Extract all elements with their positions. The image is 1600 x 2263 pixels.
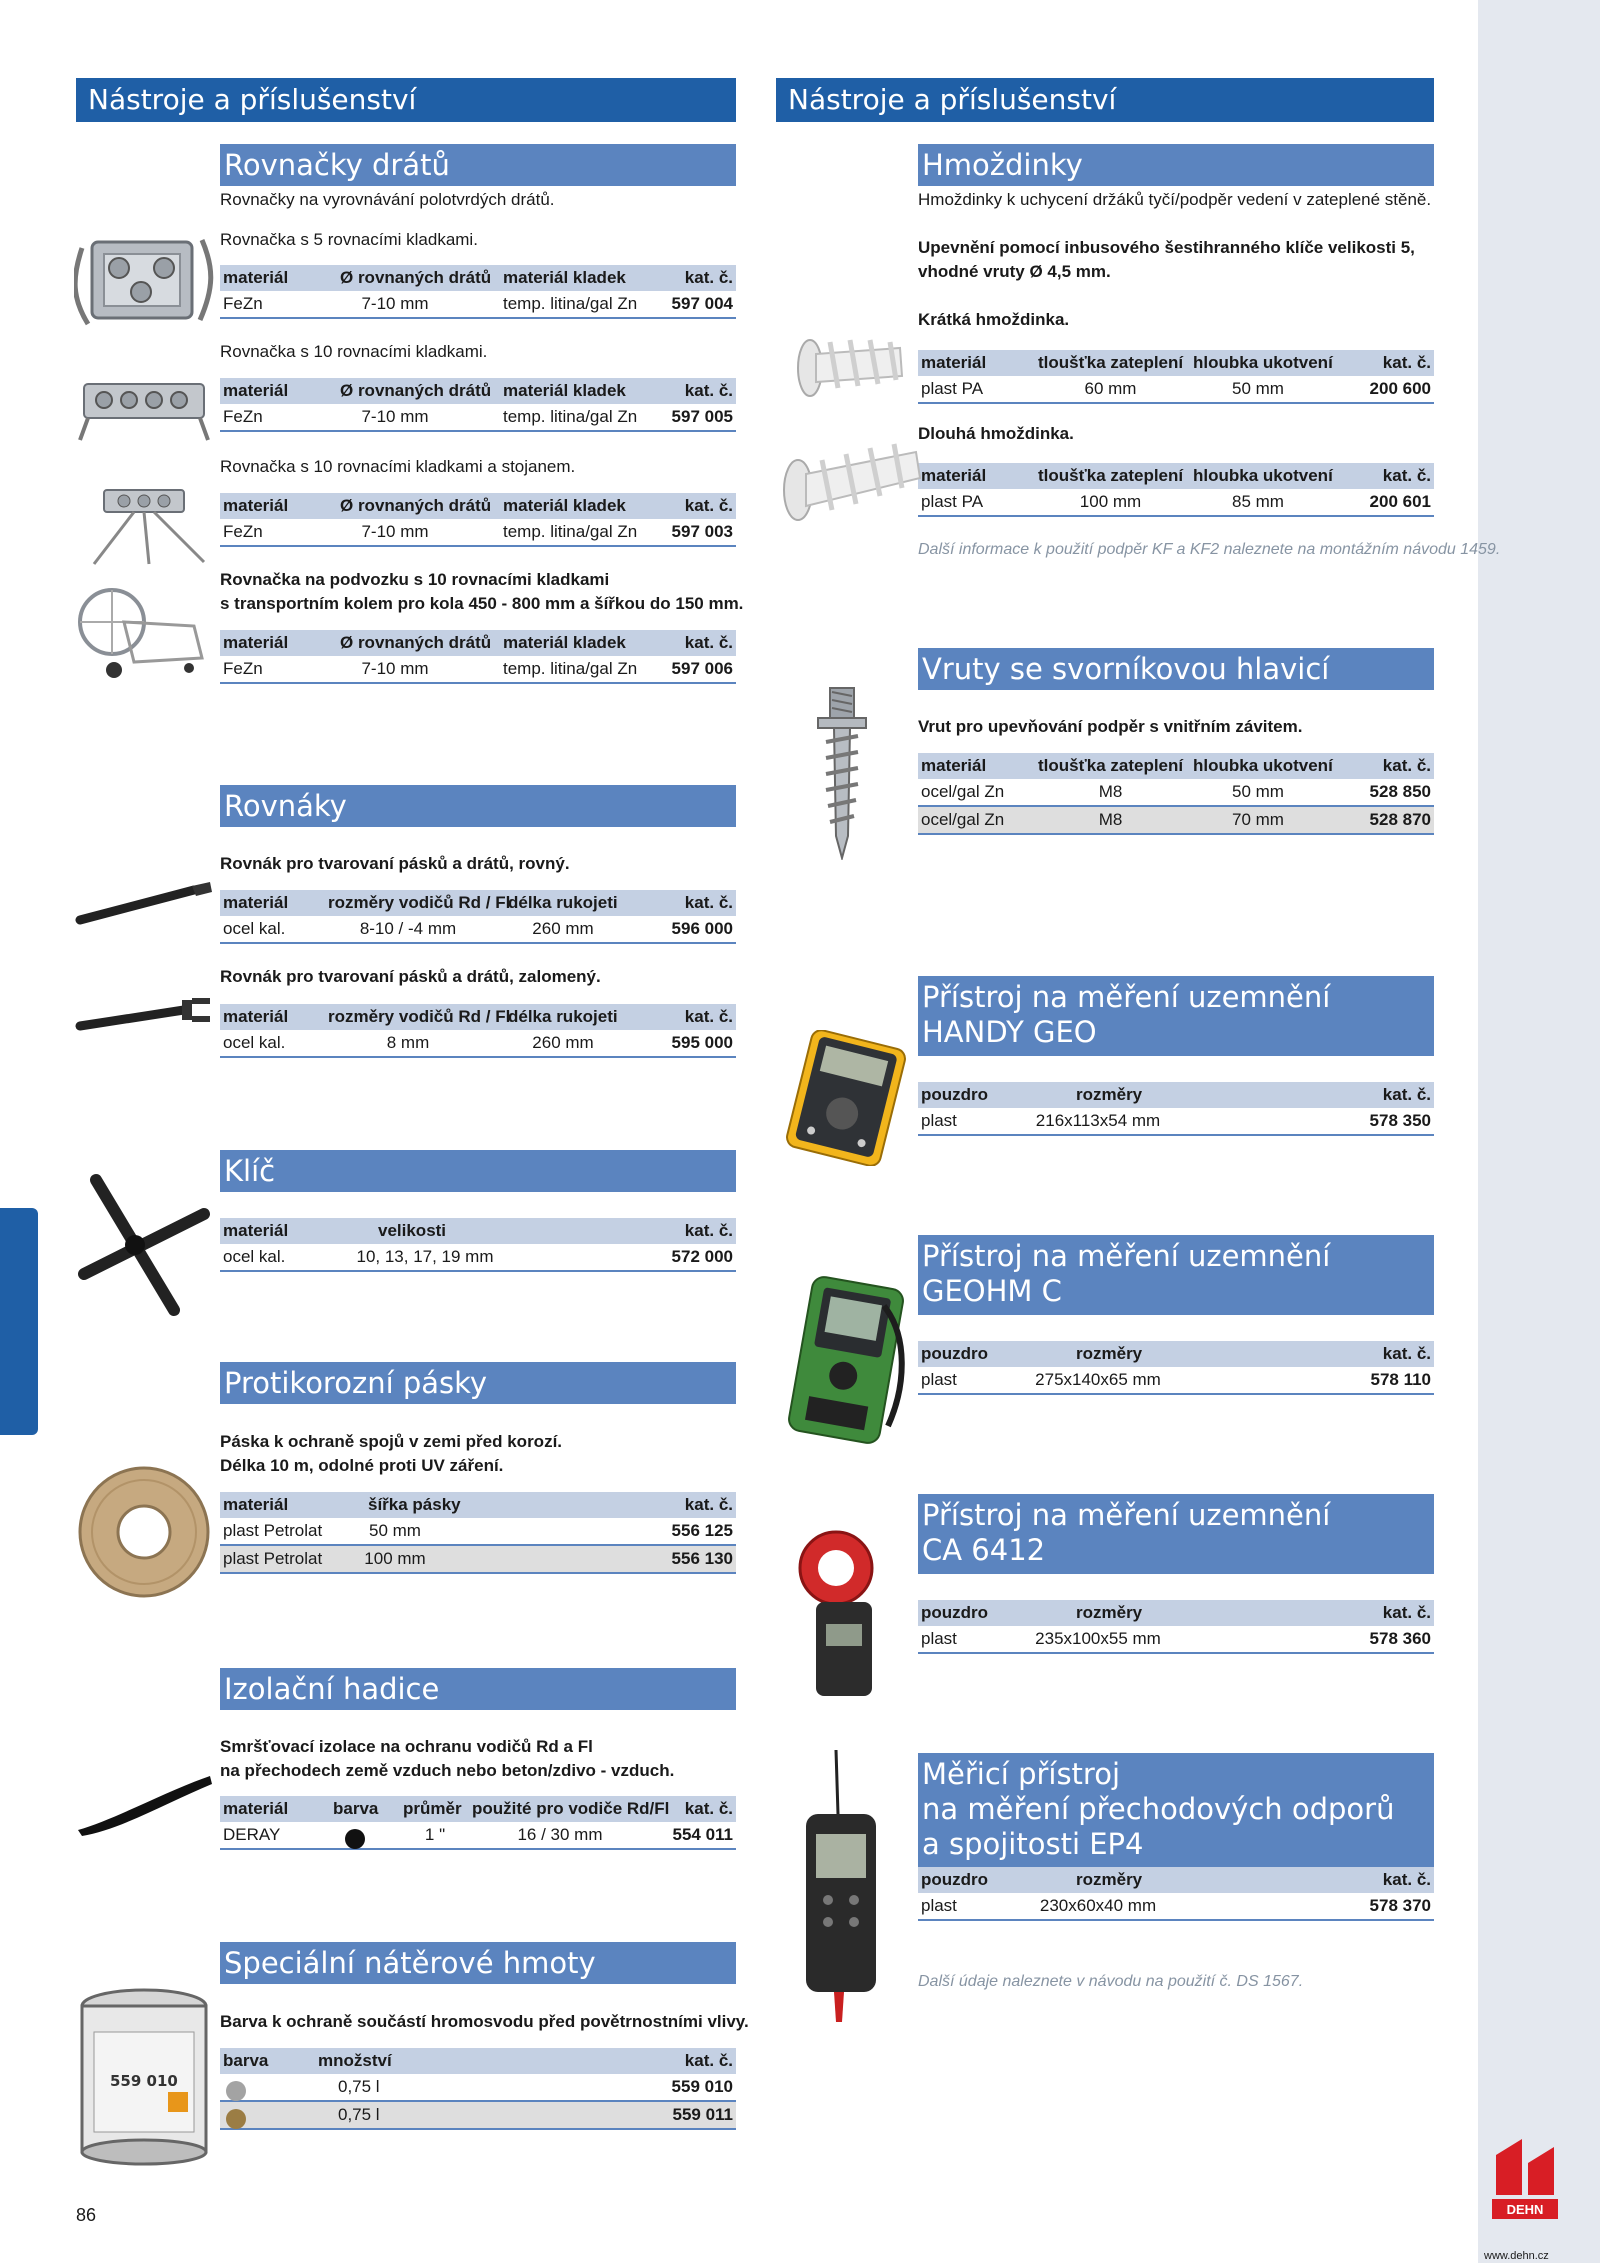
can-label: 559 010: [110, 2072, 178, 2090]
cell: M8: [1098, 810, 1123, 829]
col-header: kat. č.: [1382, 756, 1431, 775]
cell: 7-10 mm: [361, 294, 429, 313]
cat-number: 578 350: [1369, 1111, 1431, 1130]
section-title: Speciální nátěrové hmoty: [220, 1942, 736, 1984]
table-header: [220, 890, 736, 916]
item-desc: Barva k ochraně součástí hromosvodu před povětrnostními vlivy.: [220, 2012, 749, 2031]
cat-number: 528 850: [1369, 782, 1431, 801]
cat-number: 597 003: [671, 522, 733, 541]
table-row: [220, 656, 736, 684]
table-header: [918, 753, 1434, 779]
logo-text: DEHN: [1506, 2202, 1544, 2217]
title-line: Přístroj na měření uzemnění: [922, 980, 1331, 1014]
col-header: Ø rovnaných drátů: [340, 496, 492, 515]
table-pasky: [220, 1492, 736, 1574]
handy-geo-meter-image: [776, 1030, 916, 1166]
title-line: a spojitosti EP4: [922, 1827, 1144, 1861]
col-header: průměr: [403, 1799, 462, 1818]
cell: plast Petrolat: [223, 1521, 323, 1540]
table-rovnacka-3: [220, 493, 736, 547]
wire-straightener-10-image: [74, 362, 214, 444]
table-klic: [220, 1218, 736, 1272]
title-line: Měřicí přístroj: [922, 1757, 1121, 1791]
table-rovnacka-4: [220, 630, 736, 684]
col-header: materiál kladek: [503, 381, 626, 400]
cat-number: 556 125: [671, 1521, 733, 1540]
item-desc: Rovnačka s 10 rovnacími kladkami a stojanem.: [220, 457, 576, 476]
section-hadice: [220, 1668, 736, 1710]
wire-straightener-stand-image: [74, 472, 214, 568]
section-title: Hmoždinky: [918, 144, 1434, 186]
color-swatch: [345, 1825, 365, 1851]
cell: M8: [1098, 782, 1123, 801]
col-header: tloušťka zateplení: [1038, 466, 1184, 485]
cell: plast: [921, 1370, 957, 1389]
cell: 60 mm: [1084, 379, 1137, 398]
cat-number: 597 006: [671, 659, 733, 678]
cell: 70 mm: [1232, 810, 1284, 829]
cell: 7-10 mm: [361, 522, 429, 541]
cell: ocel kal.: [223, 1247, 286, 1266]
cat-number: 528 870: [1369, 810, 1431, 829]
col-header: rozměry: [1076, 1870, 1143, 1889]
table-hadice: [220, 1796, 736, 1850]
table-rovnak-1: [220, 890, 736, 944]
col-header: kat. č.: [684, 496, 733, 515]
cell: plast PA: [921, 492, 984, 511]
col-header: Ø rovnaných drátů: [340, 633, 492, 652]
col-header: materiál: [223, 268, 289, 287]
item-desc: Délka 10 m, odolné proti UV záření.: [220, 1456, 504, 1475]
table-header: [220, 630, 736, 656]
section-title: Izolační hadice: [220, 1668, 736, 1710]
table-row: [220, 1822, 736, 1850]
cell: temp. litina/gal Zn: [503, 407, 638, 426]
item-desc: s transportním kolem pro kola 450 - 800 mm a šířkou do 150 mm.: [220, 594, 744, 613]
cell: plast PA: [921, 379, 984, 398]
col-header: kat. č.: [684, 1221, 733, 1240]
col-header: hloubka ukotvení: [1193, 466, 1333, 485]
section-title: Vruty se svorníkovou hlavicí: [918, 648, 1434, 690]
title-line: Přístroj na měření uzemnění: [922, 1498, 1331, 1532]
table-header: [918, 1600, 1434, 1626]
table-rovnacka-1: [220, 265, 736, 319]
table-geohm-c: [918, 1341, 1434, 1395]
table-row: [918, 779, 1434, 807]
col-header: tloušťka zateplení: [1038, 756, 1184, 775]
table-header: [220, 265, 736, 291]
table-handy-geo: [918, 1082, 1434, 1136]
title-line: CA 6412: [922, 1533, 1046, 1567]
cat-number: 578 110: [1370, 1370, 1431, 1389]
cell: plast: [921, 1111, 957, 1130]
cell: 10, 13, 17, 19 mm: [356, 1247, 494, 1266]
col-header: kat. č.: [684, 893, 733, 912]
cell: 260 mm: [532, 919, 594, 938]
cell: temp. litina/gal Zn: [503, 294, 638, 313]
cell: 50 mm: [1232, 782, 1284, 801]
anticorrosion-tape-image: [76, 1464, 212, 1600]
cell: 7-10 mm: [361, 659, 429, 678]
col-header: materiál: [223, 1495, 289, 1514]
table-header: [918, 350, 1434, 376]
table-hmozdinka-1: [918, 350, 1434, 404]
section-rovnaky: [220, 785, 736, 827]
cell: 260 mm: [532, 1033, 594, 1052]
footnote: Další informace k použití podpěr KF a KF2 naleznete na montážním návodu 1459.: [918, 541, 1501, 558]
table-row: [918, 376, 1434, 404]
table-header: [220, 1796, 736, 1822]
cranked-bending-tool-image: [74, 990, 214, 1042]
table-header: [220, 1492, 736, 1518]
item-desc: Dlouhá hmoždinka.: [918, 424, 1074, 443]
cell: 230x60x40 mm: [1039, 1896, 1157, 1915]
item-desc: Rovnačka s 5 rovnacími kladkami.: [220, 230, 478, 249]
table-vruty: [918, 753, 1434, 835]
section-title: [918, 1494, 1434, 1574]
section-title: [918, 976, 1434, 1056]
item-desc: Páska k ochraně spojů v zemi před korozí.: [220, 1432, 563, 1451]
cell: ocel kal.: [223, 1033, 286, 1052]
cell: ocel kal.: [223, 919, 286, 938]
cell: ocel/gal Zn: [921, 810, 1005, 829]
cat-number: 559 010: [671, 2077, 733, 2096]
item-desc: Rovnačka na podvozku s 10 rovnacími kladkami: [220, 570, 610, 589]
geohm-c-meter-image: [776, 1276, 916, 1444]
table-ca-6412: [918, 1600, 1434, 1654]
table-rovnak-2: [220, 1004, 736, 1058]
cell: 7-10 mm: [361, 407, 429, 426]
title-line: GEOHM C: [922, 1274, 1062, 1308]
item-desc: Upevnění pomocí inbusového šestihranného klíče velikosti 5,: [918, 238, 1415, 257]
col-header: kat. č.: [684, 381, 733, 400]
col-header: Ø rovnaných drátů: [340, 381, 492, 400]
col-header: kat. č.: [1382, 1344, 1431, 1363]
table-header: [220, 1218, 736, 1244]
col-header: materiál: [921, 353, 987, 372]
cell: ocel/gal Zn: [921, 782, 1005, 801]
section-title: Rovnačky drátů: [220, 144, 736, 186]
long-dowel-image: [776, 430, 926, 530]
section-rovnacky: [220, 144, 736, 212]
title-line: Přístroj na měření uzemnění: [922, 1239, 1331, 1273]
cell: 100 mm: [1079, 492, 1142, 511]
dehn-logo: [1488, 2133, 1562, 2237]
col-header: materiál: [223, 893, 289, 912]
col-header: materiál: [223, 1799, 289, 1818]
col-header: délka rukojeti: [508, 1007, 618, 1026]
col-header: množství: [318, 2051, 392, 2070]
section-vruty: [918, 648, 1434, 690]
col-header: kat. č.: [684, 1799, 733, 1818]
cat-number: 200 600: [1369, 379, 1431, 398]
table-header: [220, 2048, 736, 2074]
col-header: materiál: [223, 1007, 289, 1026]
cell: 8-10 / -4 mm: [359, 919, 457, 938]
section-intro: Rovnačky na vyrovnávání polotvrdých drátů.: [220, 190, 555, 209]
cell: plast: [921, 1629, 957, 1648]
col-header: rozměry vodičů Rd / Fl: [328, 1007, 511, 1026]
table-row: [220, 1030, 736, 1058]
table-header: [918, 463, 1434, 489]
cat-number: 597 004: [671, 294, 733, 313]
ep4-meter-image: [800, 1750, 890, 2040]
right-margin-band: [1478, 0, 1600, 2263]
wire-straightener-trolley-image: [74, 582, 214, 682]
cat-number: 578 360: [1369, 1629, 1431, 1648]
col-header: materiál kladek: [503, 633, 626, 652]
col-header: barva: [223, 2051, 269, 2070]
item-desc: Vrut pro upevňování podpěr s vnitřním závitem.: [918, 717, 1303, 736]
cat-number: 559 011: [672, 2105, 733, 2124]
item-desc: Rovnačka s 10 rovnacími kladkami.: [220, 342, 488, 361]
table-row: [220, 1546, 736, 1574]
col-header: materiál: [921, 756, 987, 775]
item-desc: na přechodech země vzduch nebo beton/zdivo - vzduch.: [220, 1761, 675, 1780]
col-header: pouzdro: [921, 1870, 989, 1889]
col-header: kat. č.: [684, 1007, 733, 1026]
col-header: kat. č.: [684, 633, 733, 652]
col-header: kat. č.: [1382, 1085, 1431, 1104]
col-header: materiál: [223, 1221, 289, 1240]
table-row: [918, 807, 1434, 835]
table-row: [220, 291, 736, 319]
cat-number: 572 000: [671, 1247, 733, 1266]
section-ca-6412: [918, 1494, 1434, 1574]
col-header: kat. č.: [684, 268, 733, 287]
col-header: šířka pásky: [368, 1495, 461, 1514]
straight-bending-tool-image: [74, 878, 214, 930]
page-number: 86: [76, 2205, 97, 2225]
table-row: [220, 519, 736, 547]
item-desc: Krátká hmoždinka.: [918, 310, 1070, 329]
section-title: Protikorozní pásky: [220, 1362, 736, 1404]
cell: plast Petrolat: [223, 1549, 323, 1568]
col-header: kat. č.: [684, 1495, 733, 1514]
item-desc: Rovnák pro tvarovaní pásků a drátů, rovný.: [220, 854, 570, 873]
cell: DERAY: [223, 1825, 281, 1844]
col-header: materiál: [223, 633, 289, 652]
section-klic: [220, 1150, 736, 1192]
table-hmozdinka-2: [918, 463, 1434, 517]
cell: 235x100x55 mm: [1035, 1629, 1161, 1648]
cell: FeZn: [223, 659, 263, 678]
table-header: [220, 1004, 736, 1030]
cell: 50 mm: [369, 1521, 421, 1540]
section-hmozdinky: [918, 144, 1434, 212]
cell: 85 mm: [1232, 492, 1284, 511]
col-header: rozměry vodičů Rd / Fl: [328, 893, 511, 912]
title-line: HANDY GEO: [922, 1015, 1097, 1049]
table-row: [220, 1518, 736, 1546]
cell: FeZn: [223, 294, 263, 313]
cross-wrench-image: [74, 1170, 214, 1320]
table-row: [918, 1893, 1434, 1921]
cell: 1 ": [424, 1825, 446, 1844]
cat-number: 595 000: [671, 1033, 733, 1052]
color-swatch: [226, 2105, 246, 2131]
col-header: kat. č.: [684, 2051, 733, 2070]
col-header: pouzdro: [921, 1344, 989, 1363]
table-rovnacka-2: [220, 378, 736, 432]
cat-number: 596 000: [671, 919, 733, 938]
table-hmoty: [220, 2048, 736, 2130]
col-header: kat. č.: [1382, 1870, 1431, 1889]
website-url: www.dehn.cz: [1484, 2250, 1549, 2262]
col-header: hloubka ukotvení: [1193, 353, 1333, 372]
page-header-left: Nástroje a příslušenství: [76, 78, 736, 122]
cell: 100 mm: [364, 1549, 426, 1568]
cell: 8 mm: [386, 1033, 430, 1052]
col-header: materiál: [921, 466, 987, 485]
cell: plast: [921, 1896, 957, 1915]
cat-number: 554 011: [672, 1825, 733, 1844]
section-title: Klíč: [220, 1150, 736, 1192]
table-header: [918, 1082, 1434, 1108]
section-title: [918, 1753, 1434, 1868]
shrink-tube-image: [74, 1770, 214, 1840]
wire-straightener-5-image: [74, 228, 214, 336]
col-header: tloušťka zateplení: [1038, 353, 1184, 372]
cell: temp. litina/gal Zn: [503, 522, 638, 541]
table-row: [918, 1626, 1434, 1654]
table-row: [220, 916, 736, 944]
col-header: kat. č.: [1382, 353, 1431, 372]
col-header: rozměry: [1076, 1603, 1143, 1622]
cat-number: 578 370: [1369, 1896, 1431, 1915]
title-line: na měření přechodových odporů: [922, 1792, 1395, 1826]
chapter-tab: [0, 1208, 38, 1435]
cat-number: 597 005: [671, 407, 733, 426]
col-header: materiál kladek: [503, 496, 626, 515]
col-header: velikosti: [378, 1221, 447, 1240]
cell: FeZn: [223, 522, 263, 541]
cell: FeZn: [223, 407, 263, 426]
cell: 0,75 l: [338, 2105, 380, 2124]
col-header: materiál kladek: [503, 268, 626, 287]
section-title: [918, 1235, 1434, 1315]
table-ep4: [918, 1867, 1434, 1921]
table-row: [918, 1108, 1434, 1136]
color-swatch: [226, 2077, 246, 2103]
table-row: [918, 489, 1434, 517]
section-title: Rovnáky: [220, 785, 736, 827]
cat-number: 556 130: [671, 1549, 733, 1568]
footnote: Další údaje naleznete v návodu na použití č. DS 1567.: [918, 1973, 1304, 1990]
cell: 16 / 30 mm: [517, 1825, 603, 1844]
col-header: kat. č.: [1382, 466, 1431, 485]
section-hmoty: [220, 1942, 736, 1984]
col-header: hloubka ukotvení: [1193, 756, 1333, 775]
section-geohm-c: [918, 1235, 1434, 1315]
table-header: [220, 378, 736, 404]
col-header: rozměry: [1076, 1085, 1143, 1104]
paint-can-image: [74, 1986, 214, 2166]
table-header: [918, 1341, 1434, 1367]
col-header: pouzdro: [921, 1603, 989, 1622]
col-header: materiál: [223, 496, 289, 515]
col-header: kat. č.: [1382, 1603, 1431, 1622]
table-row: [220, 404, 736, 432]
item-desc: Smršťovací izolace na ochranu vodičů Rd a Fl: [220, 1737, 593, 1756]
cell: 216x113x54 mm: [1035, 1111, 1161, 1130]
section-pasky: [220, 1362, 736, 1404]
section-ep4: [918, 1753, 1434, 1868]
stud-screw-image: [812, 686, 872, 860]
col-header: materiál: [223, 381, 289, 400]
col-header: délka rukojeti: [508, 893, 618, 912]
table-row: [220, 2074, 736, 2102]
page-header-right: Nástroje a příslušenství: [776, 78, 1434, 122]
col-header: rozměry: [1076, 1344, 1143, 1363]
table-row: [918, 1367, 1434, 1395]
section-handy-geo: [918, 976, 1434, 1056]
table-header: [220, 493, 736, 519]
cell: temp. litina/gal Zn: [503, 659, 638, 678]
col-header: použité pro vodiče Rd/Fl: [472, 1799, 670, 1818]
table-row: [220, 2102, 736, 2130]
table-header: [918, 1867, 1434, 1893]
col-header: pouzdro: [921, 1085, 989, 1104]
ca-6412-clamp-image: [786, 1524, 906, 1700]
cat-number: 200 601: [1369, 492, 1431, 511]
item-desc: vhodné vruty Ø 4,5 mm.: [918, 262, 1111, 281]
col-header: Ø rovnaných drátů: [340, 268, 492, 287]
table-row: [220, 1244, 736, 1272]
cell: 50 mm: [1232, 379, 1284, 398]
cell: 0,75 l: [338, 2077, 380, 2096]
cell: 275x140x65 mm: [1035, 1370, 1161, 1389]
section-intro: Hmoždinky k uchycení držáků tyčí/podpěr vedení v zateplené stěně.: [918, 190, 1432, 209]
col-header: barva: [333, 1799, 379, 1818]
item-desc: Rovnák pro tvarovaní pásků a drátů, zalomený.: [220, 967, 601, 986]
short-dowel-image: [790, 318, 920, 406]
